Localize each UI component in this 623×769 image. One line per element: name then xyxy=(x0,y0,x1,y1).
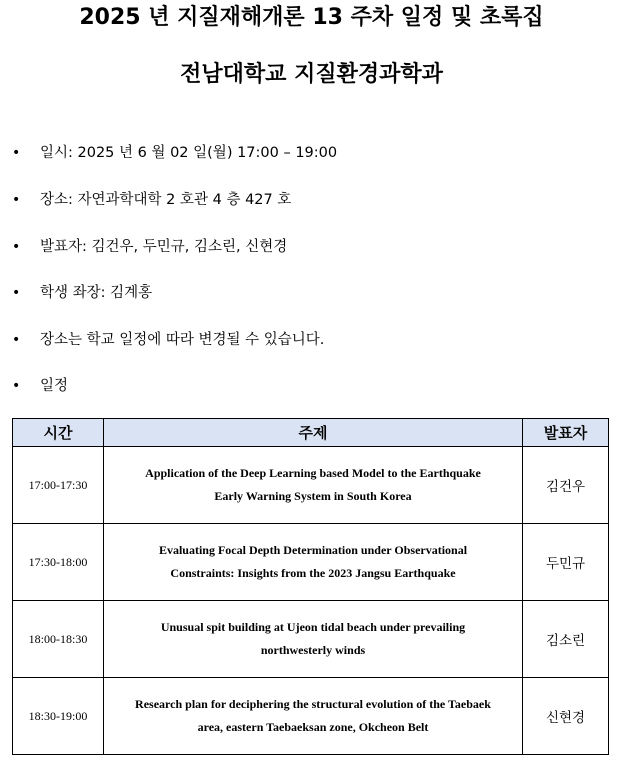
bullet-icon: • xyxy=(12,239,21,255)
info-item-text: 일정 xyxy=(40,378,69,394)
table-header-row xyxy=(13,419,609,447)
topic-line: Application of the Deep Learning based Model to the Earthquake xyxy=(145,466,481,480)
column-header-topic: 주제 xyxy=(104,419,523,447)
column-header-presenter: 발표자 xyxy=(523,419,609,447)
column-header-time: 시간 xyxy=(13,419,104,447)
page-title: 2025 년 지질재해개론 13 주차 일정 및 초록집 xyxy=(79,5,544,30)
topic-line: Evaluating Focal Depth Determination under Observational xyxy=(158,543,468,557)
cell-time: 18:00-18:30 xyxy=(13,601,104,678)
bullet-icon: • xyxy=(12,192,21,208)
table-row xyxy=(13,601,609,678)
topic-line: northwesterly winds xyxy=(260,643,366,657)
topic-line: area, eastern Taebaeksan zone, Okcheon Belt xyxy=(197,720,429,734)
cell-topic xyxy=(104,447,523,524)
cell-topic xyxy=(104,524,523,601)
cell-presenter: 김건우 xyxy=(523,447,609,524)
info-item-schedule xyxy=(12,375,602,397)
schedule-table xyxy=(12,418,609,755)
cell-presenter: 신현경 xyxy=(523,678,609,755)
cell-time: 18:30-19:00 xyxy=(13,678,104,755)
cell-presenter: 김소린 xyxy=(523,601,609,678)
info-item-text: 장소: 자연과학대학 2 호관 4 층 427 호 xyxy=(40,192,292,208)
info-item-text: 장소는 학교 일정에 따라 변경될 수 있습니다. xyxy=(40,332,325,348)
bullet-icon: • xyxy=(12,378,21,394)
table-row xyxy=(13,524,609,601)
cell-topic xyxy=(104,601,523,678)
topic-line: Constraints: Insights from the 2023 Jangsu Earthquake xyxy=(170,566,456,580)
table-row xyxy=(13,678,609,755)
info-item-text: 발표자: 김건우, 두민규, 김소린, 신현경 xyxy=(40,239,288,255)
bullet-icon: • xyxy=(12,145,21,161)
page-subtitle: 전남대학교 지질환경과학과 xyxy=(180,62,443,87)
info-item-notice xyxy=(12,329,602,351)
cell-time: 17:30-18:00 xyxy=(13,524,104,601)
cell-presenter: 두민규 xyxy=(523,524,609,601)
info-item-datetime xyxy=(12,142,602,164)
table-row xyxy=(13,447,609,524)
topic-line: Early Warning System in South Korea xyxy=(214,489,412,503)
topic-line: Unusual spit building at Ujeon tidal beach under prevailing xyxy=(160,620,466,634)
cell-topic xyxy=(104,678,523,755)
info-item-chair xyxy=(12,282,602,304)
bullet-icon: • xyxy=(12,332,21,348)
topic-line: Research plan for deciphering the structural evolution of the Taebaek xyxy=(135,697,491,711)
bullet-icon: • xyxy=(12,285,21,301)
info-item-text: 학생 좌장: 김계홍 xyxy=(40,285,153,301)
info-item-presenters xyxy=(12,236,602,258)
cell-time: 17:00-17:30 xyxy=(13,447,104,524)
info-item-location xyxy=(12,189,602,211)
info-item-text: 일시: 2025 년 6 월 02 일(월) 17:00 – 19:00 xyxy=(40,145,338,161)
